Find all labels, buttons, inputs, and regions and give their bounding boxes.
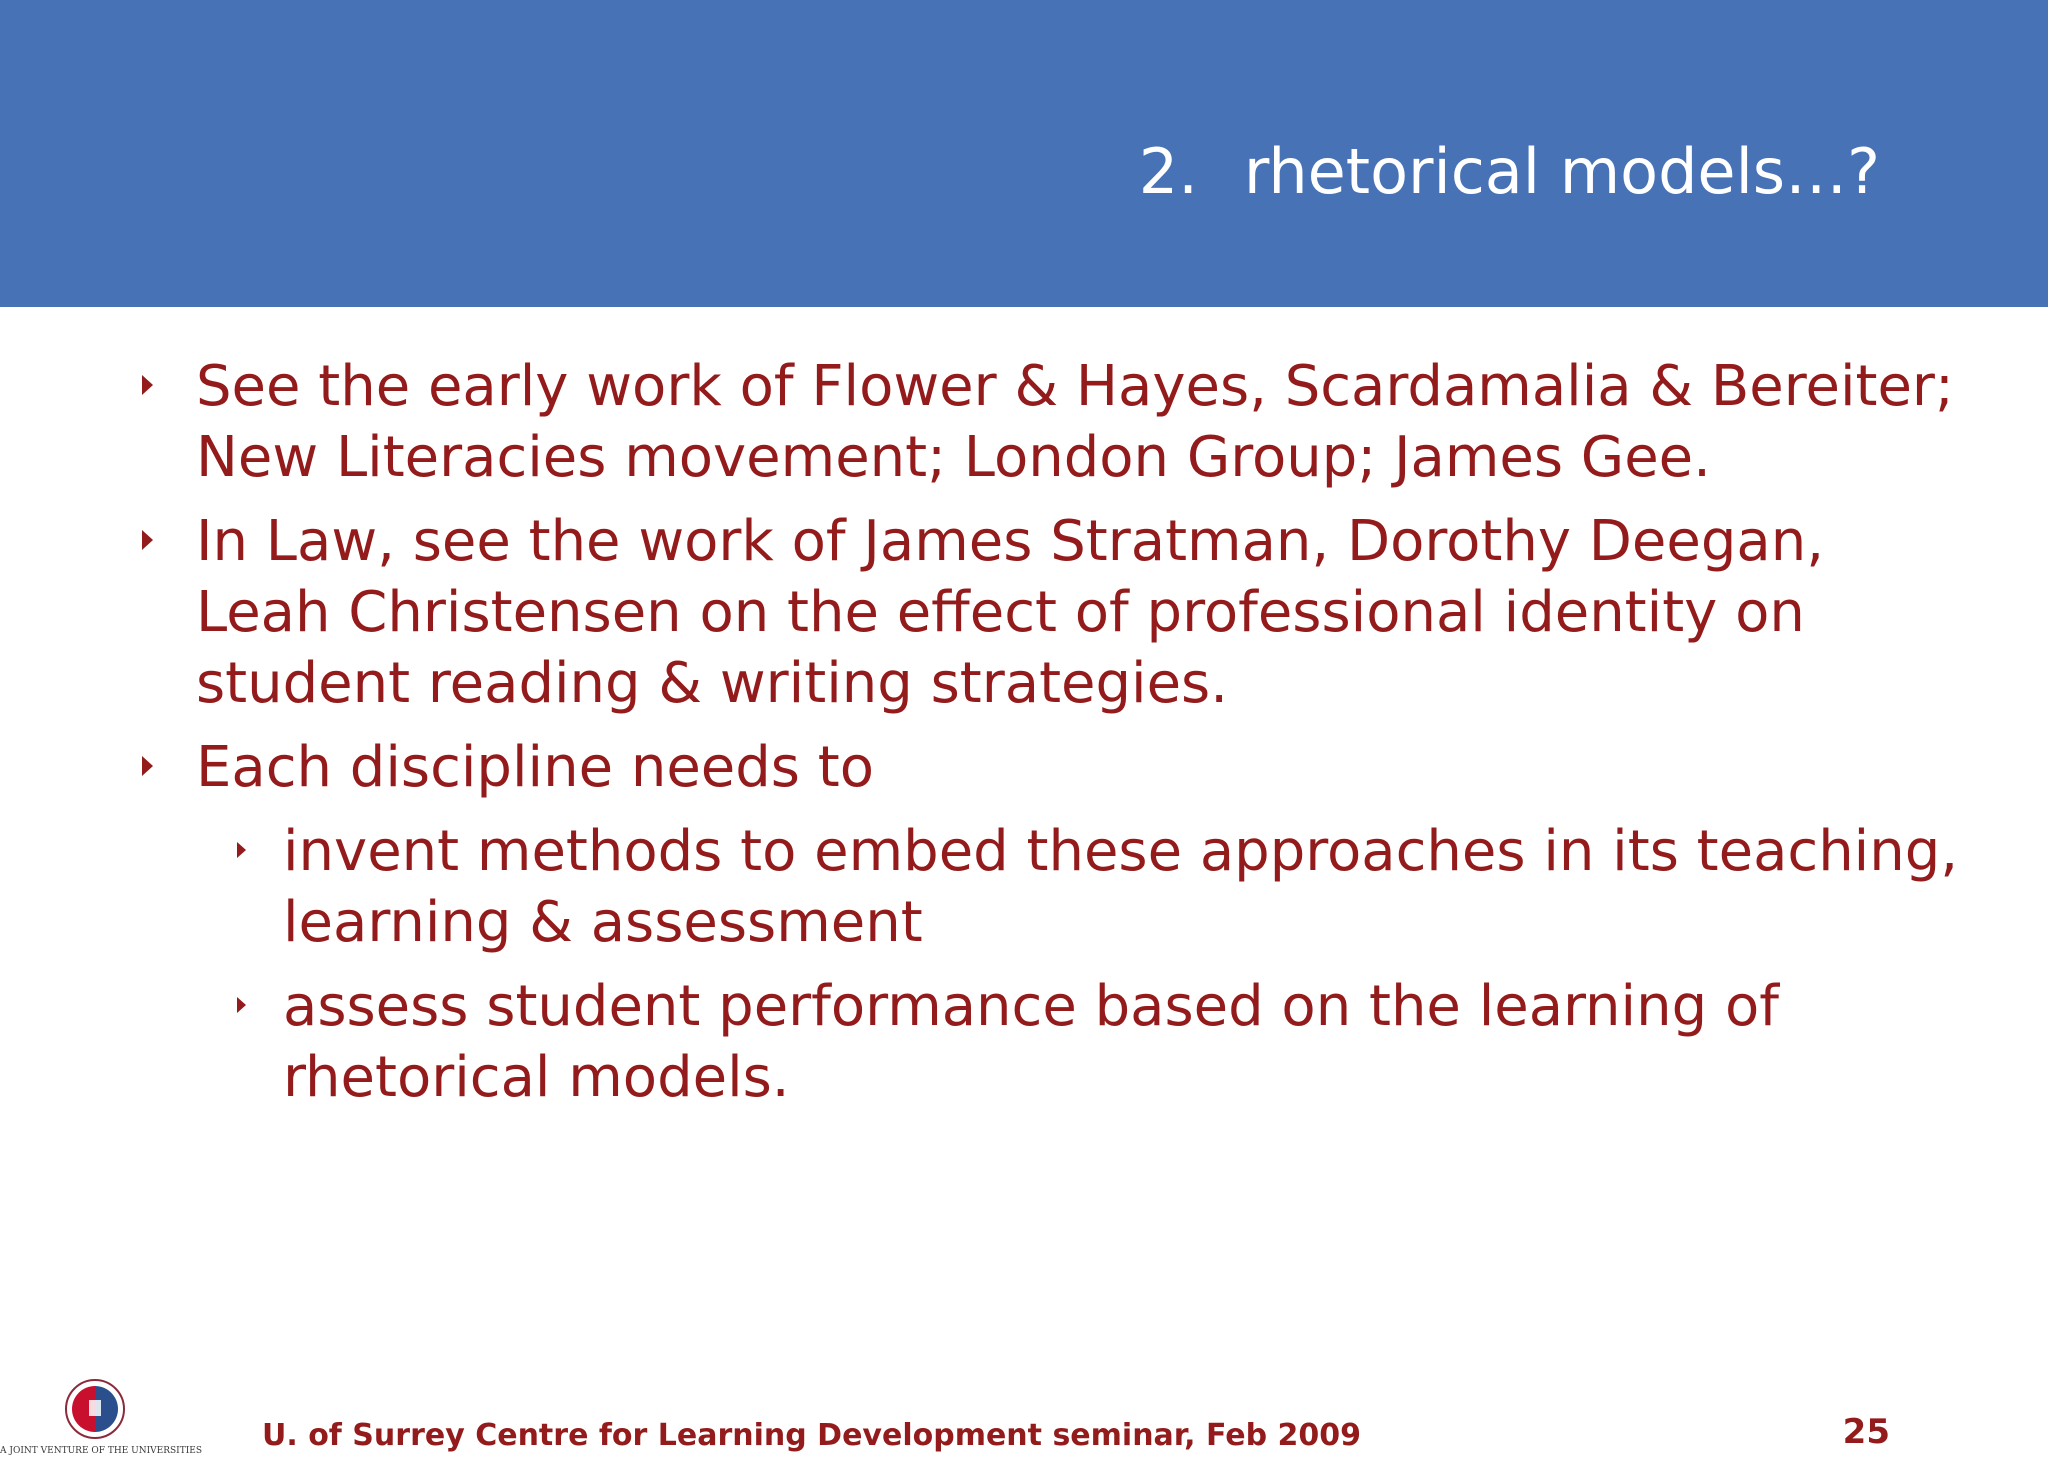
slide-title-number: 2. — [1138, 135, 1198, 208]
page-number: 25 — [1842, 1412, 1890, 1452]
slide-title — [1139, 132, 1880, 212]
sub-bullet-item — [283, 816, 1973, 958]
header-band — [0, 0, 2048, 307]
logo-caption: A JOINT VENTURE OF THE UNIVERSITIES — [0, 1446, 203, 1456]
seal-center-shield — [89, 1400, 101, 1416]
bullet-item — [196, 351, 1956, 493]
sub-bullet-text: invent methods to embed these approaches in its teaching, learning & assessment — [283, 819, 1959, 955]
bullet-item — [196, 732, 1956, 803]
triangle-bullet-icon — [237, 997, 246, 1013]
triangle-bullet-icon — [142, 756, 153, 776]
university-seal-logo — [52, 1378, 138, 1440]
sub-bullet-text: assess student performance based on the learning of rhetorical models. — [283, 974, 1779, 1110]
triangle-bullet-icon — [142, 530, 153, 550]
slide-title-text: rhetorical models…? — [1243, 135, 1880, 208]
triangle-bullet-icon — [142, 375, 153, 395]
bullet-text: Each discipline needs to — [196, 735, 874, 800]
footer-seminar-text: U. of Surrey Centre for Learning Development seminar, Feb 2009 — [262, 1418, 1362, 1453]
sub-bullet-item — [283, 971, 1973, 1113]
bullet-text: In Law, see the work of James Stratman, Dorothy Deegan, Leah Christensen on the effect of professional identity on student reading & writing strategies. — [196, 509, 1824, 716]
bullet-item — [196, 506, 1956, 719]
slide-content — [0, 351, 2048, 1126]
triangle-bullet-icon — [237, 842, 246, 858]
bullet-text: See the early work of Flower & Hayes, Scardamalia & Bereiter; New Literacies movement; London Group; James Gee. — [196, 354, 1954, 490]
